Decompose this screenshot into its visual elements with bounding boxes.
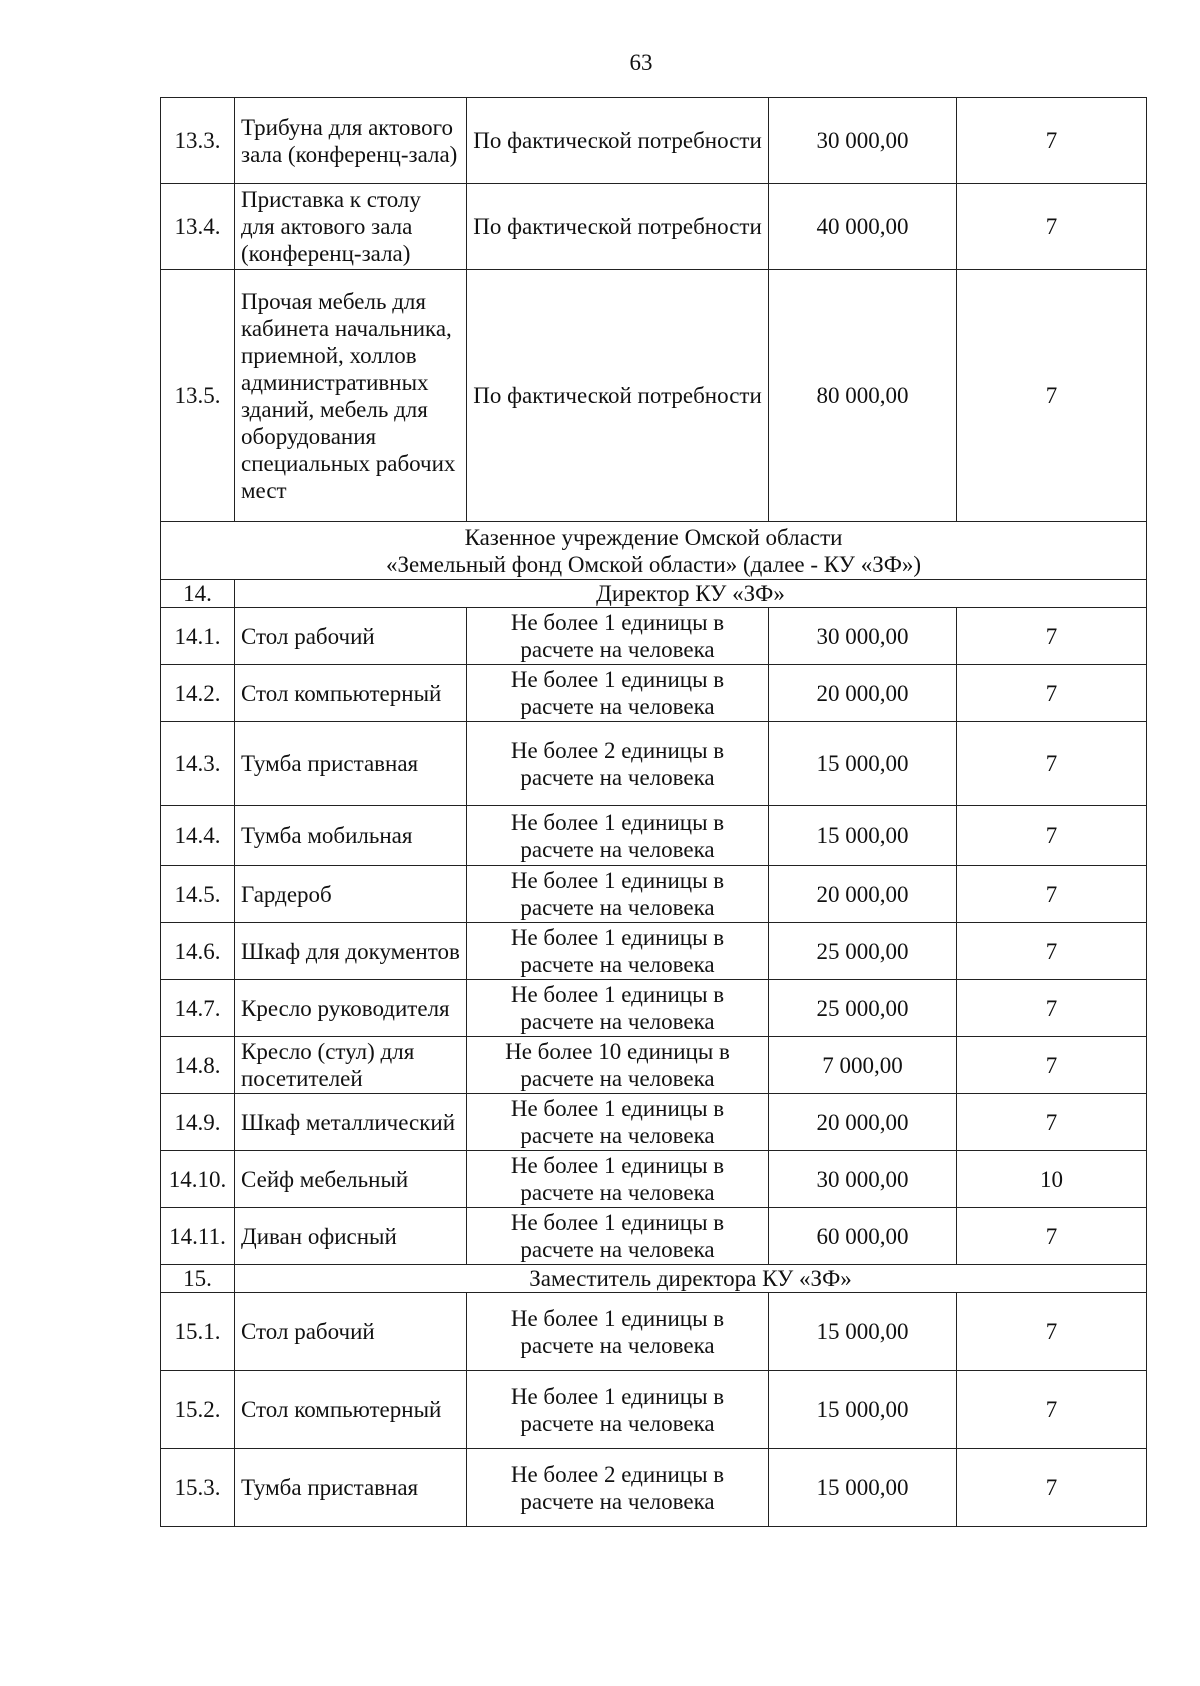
item-price: 40 000,00 [769, 184, 957, 270]
item-service-years: 7 [957, 270, 1147, 522]
item-price: 30 000,00 [769, 1151, 957, 1208]
item-norm: Не более 1 единицы в расчете на человека [467, 806, 769, 866]
item-norm: Не более 1 единицы в расчете на человека [467, 866, 769, 923]
item-price: 15 000,00 [769, 1449, 957, 1527]
row-number: 14.6. [161, 923, 235, 980]
item-norm: Не более 1 единицы в расчете на человека [467, 1094, 769, 1151]
row-number: 14.9. [161, 1094, 235, 1151]
item-name: Трибуна для актового зала (конференц-зала) [235, 98, 467, 184]
item-price: 20 000,00 [769, 1094, 957, 1151]
section-title: Директор КУ «ЗФ» [235, 580, 1147, 608]
row-number: 15.1. [161, 1293, 235, 1371]
item-price: 20 000,00 [769, 866, 957, 923]
item-service-years: 7 [957, 722, 1147, 806]
item-price: 30 000,00 [769, 608, 957, 665]
item-name: Прочая мебель для кабинета начальника, приемной, холлов административных зданий, мебель для оборудования специальных рабочих мест [235, 270, 467, 522]
row-number: 14.7. [161, 980, 235, 1037]
item-norm: Не более 1 единицы в расчете на человека [467, 608, 769, 665]
table-row [161, 722, 1147, 806]
table-row [161, 1208, 1147, 1265]
table-row [161, 184, 1147, 270]
item-name: Стол компьютерный [235, 1371, 467, 1449]
row-number: 14.2. [161, 665, 235, 722]
item-norm: Не более 2 единицы в расчете на человека [467, 1449, 769, 1527]
item-service-years: 7 [957, 98, 1147, 184]
item-name: Стол рабочий [235, 608, 467, 665]
item-service-years: 7 [957, 866, 1147, 923]
item-service-years: 10 [957, 1151, 1147, 1208]
section-title: Заместитель директора КУ «ЗФ» [235, 1265, 1147, 1293]
item-name: Диван офисный [235, 1208, 467, 1265]
section-number: 14. [161, 580, 235, 608]
item-price: 15 000,00 [769, 1371, 957, 1449]
item-name: Гардероб [235, 866, 467, 923]
item-norm: Не более 1 единицы в расчете на человека [467, 1371, 769, 1449]
item-price: 15 000,00 [769, 722, 957, 806]
item-service-years: 7 [957, 1293, 1147, 1371]
table-row [161, 1293, 1147, 1371]
table-row [161, 980, 1147, 1037]
table-row [161, 270, 1147, 522]
row-number: 14.8. [161, 1037, 235, 1094]
row-number: 14.4. [161, 806, 235, 866]
item-price: 25 000,00 [769, 980, 957, 1037]
item-price: 30 000,00 [769, 98, 957, 184]
table-row [161, 1371, 1147, 1449]
item-name: Сейф мебельный [235, 1151, 467, 1208]
item-service-years: 7 [957, 980, 1147, 1037]
item-service-years: 7 [957, 1371, 1147, 1449]
item-norm: Не более 10 единицы в расчете на человека [467, 1037, 769, 1094]
row-number: 14.1. [161, 608, 235, 665]
table-row [161, 1037, 1147, 1094]
item-name: Стол компьютерный [235, 665, 467, 722]
item-name: Шкаф для документов [235, 923, 467, 980]
row-number: 14.10. [161, 1151, 235, 1208]
table-row [161, 608, 1147, 665]
table-row [161, 98, 1147, 184]
item-price: 15 000,00 [769, 806, 957, 866]
item-service-years: 7 [957, 665, 1147, 722]
item-name: Кресло (стул) для посетителей [235, 1037, 467, 1094]
item-name: Стол рабочий [235, 1293, 467, 1371]
row-number: 13.3. [161, 98, 235, 184]
item-service-years: 7 [957, 1449, 1147, 1527]
item-service-years: 7 [957, 608, 1147, 665]
section-row [161, 580, 1147, 608]
item-price: 15 000,00 [769, 1293, 957, 1371]
item-norm: Не более 1 единицы в расчете на человека [467, 1151, 769, 1208]
item-price: 25 000,00 [769, 923, 957, 980]
row-number: 14.3. [161, 722, 235, 806]
section-number: 15. [161, 1265, 235, 1293]
organization-heading [161, 522, 1147, 580]
organization-line-1: Казенное учреждение Омской области [464, 524, 843, 550]
item-service-years: 7 [957, 1094, 1147, 1151]
item-price: 7 000,00 [769, 1037, 957, 1094]
row-number: 14.5. [161, 866, 235, 923]
item-norm: Не более 1 единицы в расчете на человека [467, 1208, 769, 1265]
item-name: Тумба мобильная [235, 806, 467, 866]
table-row [161, 806, 1147, 866]
row-number: 14.11. [161, 1208, 235, 1265]
item-norm: Не более 2 единицы в расчете на человека [467, 722, 769, 806]
item-norm: По фактической потребности [467, 98, 769, 184]
section-row [161, 1265, 1147, 1293]
item-service-years: 7 [957, 923, 1147, 980]
item-norm: Не более 1 единицы в расчете на человека [467, 665, 769, 722]
item-name: Кресло руководителя [235, 980, 467, 1037]
organization-line-2: «Земельный фонд Омской области» (далее - КУ «ЗФ») [385, 551, 922, 577]
item-price: 20 000,00 [769, 665, 957, 722]
item-norm: Не более 1 единицы в расчете на человека [467, 980, 769, 1037]
organization-row [161, 522, 1147, 580]
row-number: 15.3. [161, 1449, 235, 1527]
item-service-years: 7 [957, 184, 1147, 270]
row-number: 15.2. [161, 1371, 235, 1449]
item-price: 60 000,00 [769, 1208, 957, 1265]
item-name: Шкаф металлический [235, 1094, 467, 1151]
table-row [161, 923, 1147, 980]
item-price: 80 000,00 [769, 270, 957, 522]
item-name: Тумба приставная [235, 1449, 467, 1527]
table-row [161, 1094, 1147, 1151]
table-row [161, 1151, 1147, 1208]
item-norm: По фактической потребности [467, 184, 769, 270]
item-service-years: 7 [957, 806, 1147, 866]
item-service-years: 7 [957, 1037, 1147, 1094]
page-number: 63 [629, 50, 653, 75]
row-number: 13.5. [161, 270, 235, 522]
table-row [161, 866, 1147, 923]
table-row [161, 1449, 1147, 1527]
item-norm: Не более 1 единицы в расчете на человека [467, 1293, 769, 1371]
row-number: 13.4. [161, 184, 235, 270]
item-service-years: 7 [957, 1208, 1147, 1265]
item-name: Тумба приставная [235, 722, 467, 806]
table-row [161, 665, 1147, 722]
furniture-norms-table [160, 97, 1147, 1527]
item-norm: По фактической потребности [467, 270, 769, 522]
item-norm: Не более 1 единицы в расчете на человека [467, 923, 769, 980]
item-name: Приставка к столу для актового зала (конференц-зала) [235, 184, 467, 270]
